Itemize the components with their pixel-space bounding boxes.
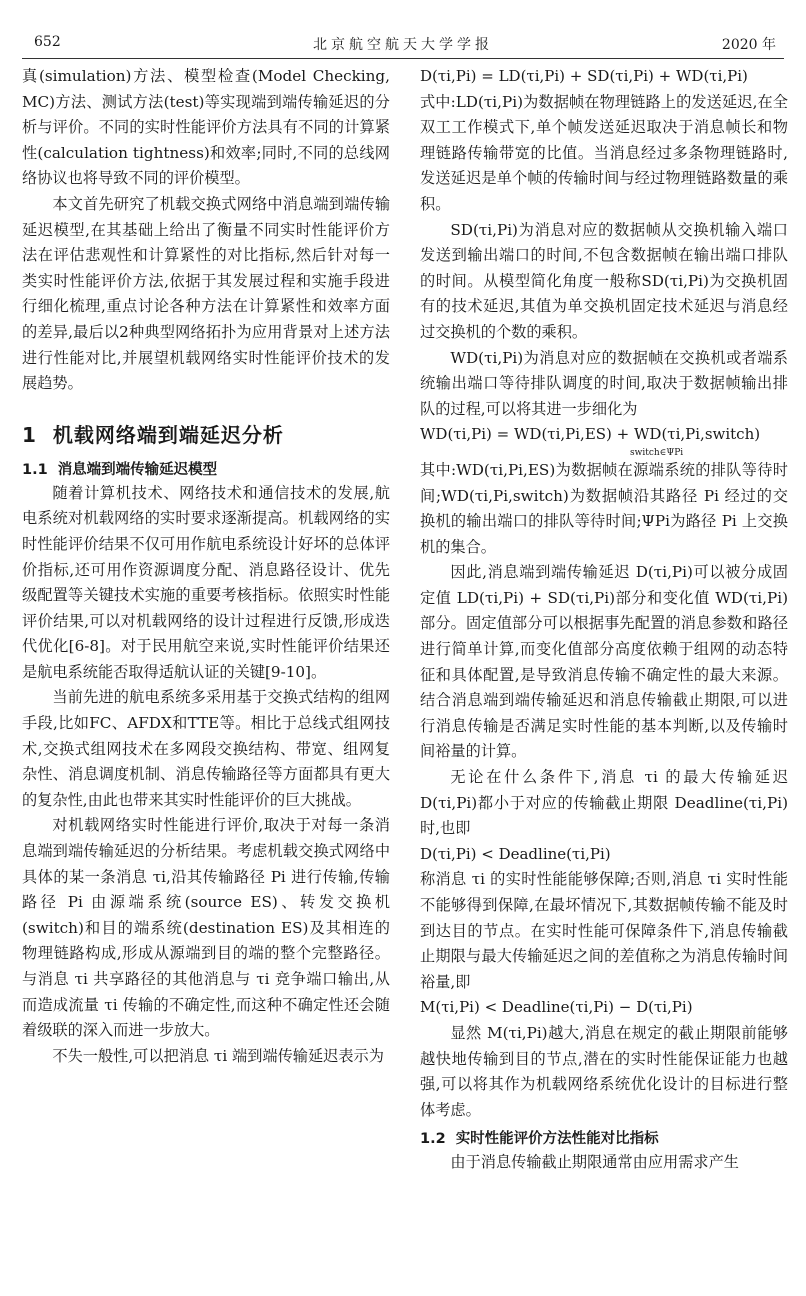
paragraph: WD(τi,Pi)为消息对应的数据帧在交换机或者端系统输出端口等待排队调度的时间,取决于数据帧输出排队的过程,可以将其进一步细化为 (420, 348, 788, 418)
paragraph: 随着计算机技术、网络技术和通信技术的发展,航电系统对机载网络的实时要求逐渐提高。机载网络的实时性能评价结果不仅可用作航电系统设计好坏的总体评价指标,还可用作资源调度分配、消息路径设计、优先级配置等关键技术实施的重要考核指标。依照实时性能评价结果,可以对机载网络的设计过程进行反馈,形成迭代优化[6-8]。对于民用航空来说,实时性能评价结果还是航电系统能否取得适航认证的关键[9-10]。 (22, 483, 390, 681)
paragraph: 显然 M(τi,Pi)越大,消息在规定的截止期限前能够越快地传输到目的节点,潜在的实时性能保证能力也越强,可以将其作为机载网络系统优化设计的目标进行整体考虑。 (420, 1023, 788, 1119)
paragraph: 因此,消息端到端传输延迟 D(τi,Pi)可以被分成固定值 LD(τi,Pi) + SD(τi,Pi)部分和变化值 WD(τi,Pi)部分。固定值部分可以根据事先配置的消息参数和路径进行简单计算,而变化值部分高度依赖于组网的动态特征和具体配置,是导致消息传输不确定性的最大来源。结合消息端到端传输延迟和消息传输截止期限,可以进行消息传输是否满足实时性能的基本判断,以及传输时间裕量的计算。 (420, 563, 788, 761)
paragraph: 不失一般性,可以把消息 τi 端到端传输延迟表示为 (52, 1046, 384, 1065)
publication-year: 2020 年 (721, 37, 776, 53)
paragraph: SD(τi,Pi)为消息对应的数据帧从交换机输入端口发送到输出端口的时间,不包含数据帧在输出端口排队的时间。从模型简化角度一般称SD(τi,Pi)为交换机固有的技术延迟,其值为单交换机固定技术延迟与消息经过交换机的个数的乘积。 (420, 220, 788, 341)
subsection-title: 消息端到端传输延迟模型 (57, 461, 218, 478)
subsection-number: 1.2 (420, 1131, 446, 1148)
paragraph: 无论在什么条件下,消息 τi 的最大传输延迟 D(τi,Pi)都小于对应的传输截止期限 Deadline(τi,Pi)时,也即 (420, 768, 788, 838)
subsection-heading-1-2 (420, 1127, 788, 1148)
subsection-heading-1-1 (22, 458, 390, 479)
section-number: 1 (22, 422, 37, 447)
paragraph-continued: 真(simulation)方法、模型检查(Model Checking, MC)方法、测试方法(test)等实现端到端传输延迟的分析与评价。不同的实时性能评价方法具有不同的计算紧性(calculation tightness)和效率;同时,不同的总线网络协议也将导致不同的评价模型。 (22, 67, 390, 188)
paragraph: 当前先进的航电系统多采用基于交换式结构的组网手段,比如FC、AFDX和TTE等。相比于总线式组网技术,交换式组网技术在多网段交换结构、带宽、组网复杂性、消息调度机制、消息传输路径等方面都具有更大的复杂性,由此也带来其实时性能评价的巨大挑战。 (22, 688, 390, 809)
subsection-number: 1.1 (22, 461, 48, 478)
equation-wait-delay (420, 422, 788, 458)
equation-deadline: D(τi,Pi) < Deadline(τi,Pi) (420, 844, 611, 863)
equation-body: WD(τi,Pi) = WD(τi,Pi,ES) + WD(τi,Pi,switch) (420, 425, 761, 444)
paragraph: 对机载网络实时性能进行评价,取决于对每一条消息端到端传输延迟的分析结果。考虑机载交换式网络中具体的某一条消息 τi,沿其传输路径 Pi 进行传输,传输路径 Pi 由源端系统(source ES)、转发交换机(switch)和目的端系统(destination ES)及其相连的物理链路构成,形成从源端到目的端的整个完整路径。与消息 τi 共享路径的其他消息与 τi 竞争端口输出,从而造成流量 τi 传输的不确定性,而这种不确定性还会随着级联的深入而进一步放大。 (22, 816, 390, 1040)
paragraph: 其中:WD(τi,Pi,ES)为数据帧在源端系统的排队等待时间;WD(τi,Pi,switch)为数据帧沿其路径 Pi 经过的交换机的输出端口的排队等待时间;ΨPi为路径 Pi 上交换机的集合。 (420, 460, 788, 556)
header-rule (22, 58, 784, 59)
section-title: 机载网络端到端延迟分析 (52, 422, 284, 447)
right-column (420, 64, 788, 1176)
equation-subscript: switch∈ΨPi (630, 447, 684, 458)
left-column (22, 64, 390, 1069)
equation-end-to-end-delay: D(τi,Pi) = LD(τi,Pi) + SD(τi,Pi) + WD(τi,Pi) (420, 67, 748, 85)
paragraph: 由于消息传输截止期限通常由应用需求产生 (450, 1153, 739, 1172)
equation-margin: M(τi,Pi) < Deadline(τi,Pi) − D(τi,Pi) (420, 998, 693, 1017)
section-heading-1 (22, 419, 390, 448)
paragraph: 称消息 τi 的实时性能能够保障;否则,消息 τi 实时性能不能够得到保障,在最坏情况下,其数据帧传输不能及时到达目的节点。在实时性能可保障条件下,消息传输截止期限与最大传输延迟之间的差值称之为消息传输时间裕量,即 (420, 870, 788, 991)
running-header (22, 34, 784, 56)
page-number: 652 (34, 34, 61, 50)
paragraph: 式中:LD(τi,Pi)为数据帧在物理链路上的发送延迟,在全双工工作模式下,单个帧发送延迟取决于消息帧长和物理链路传输带宽的比值。当消息经过多条物理链路时,发送延迟是单个帧的传输时间与经过物理链路数量的乘积。 (420, 92, 788, 213)
journal-title: 北京航空航天大学学报 (313, 37, 493, 53)
paragraph-introduction: 本文首先研究了机载交换式网络中消息端到端传输延迟模型,在其基础上给出了衡量不同实时性能评价方法在评估悲观性和计算紧性的对比指标,然后针对每一类实时性能评价方法,依据于其发展过程和实施手段进行细化梳理,重点讨论各种方法在计算紧性和效率方面的差异,最后以2种典型网络拓扑为应用背景对上述方法进行性能对比,并展望机载网络实时性能评价技术的发展趋势。 (22, 194, 390, 393)
subsection-title: 实时性能评价方法性能对比指标 (455, 1131, 659, 1148)
